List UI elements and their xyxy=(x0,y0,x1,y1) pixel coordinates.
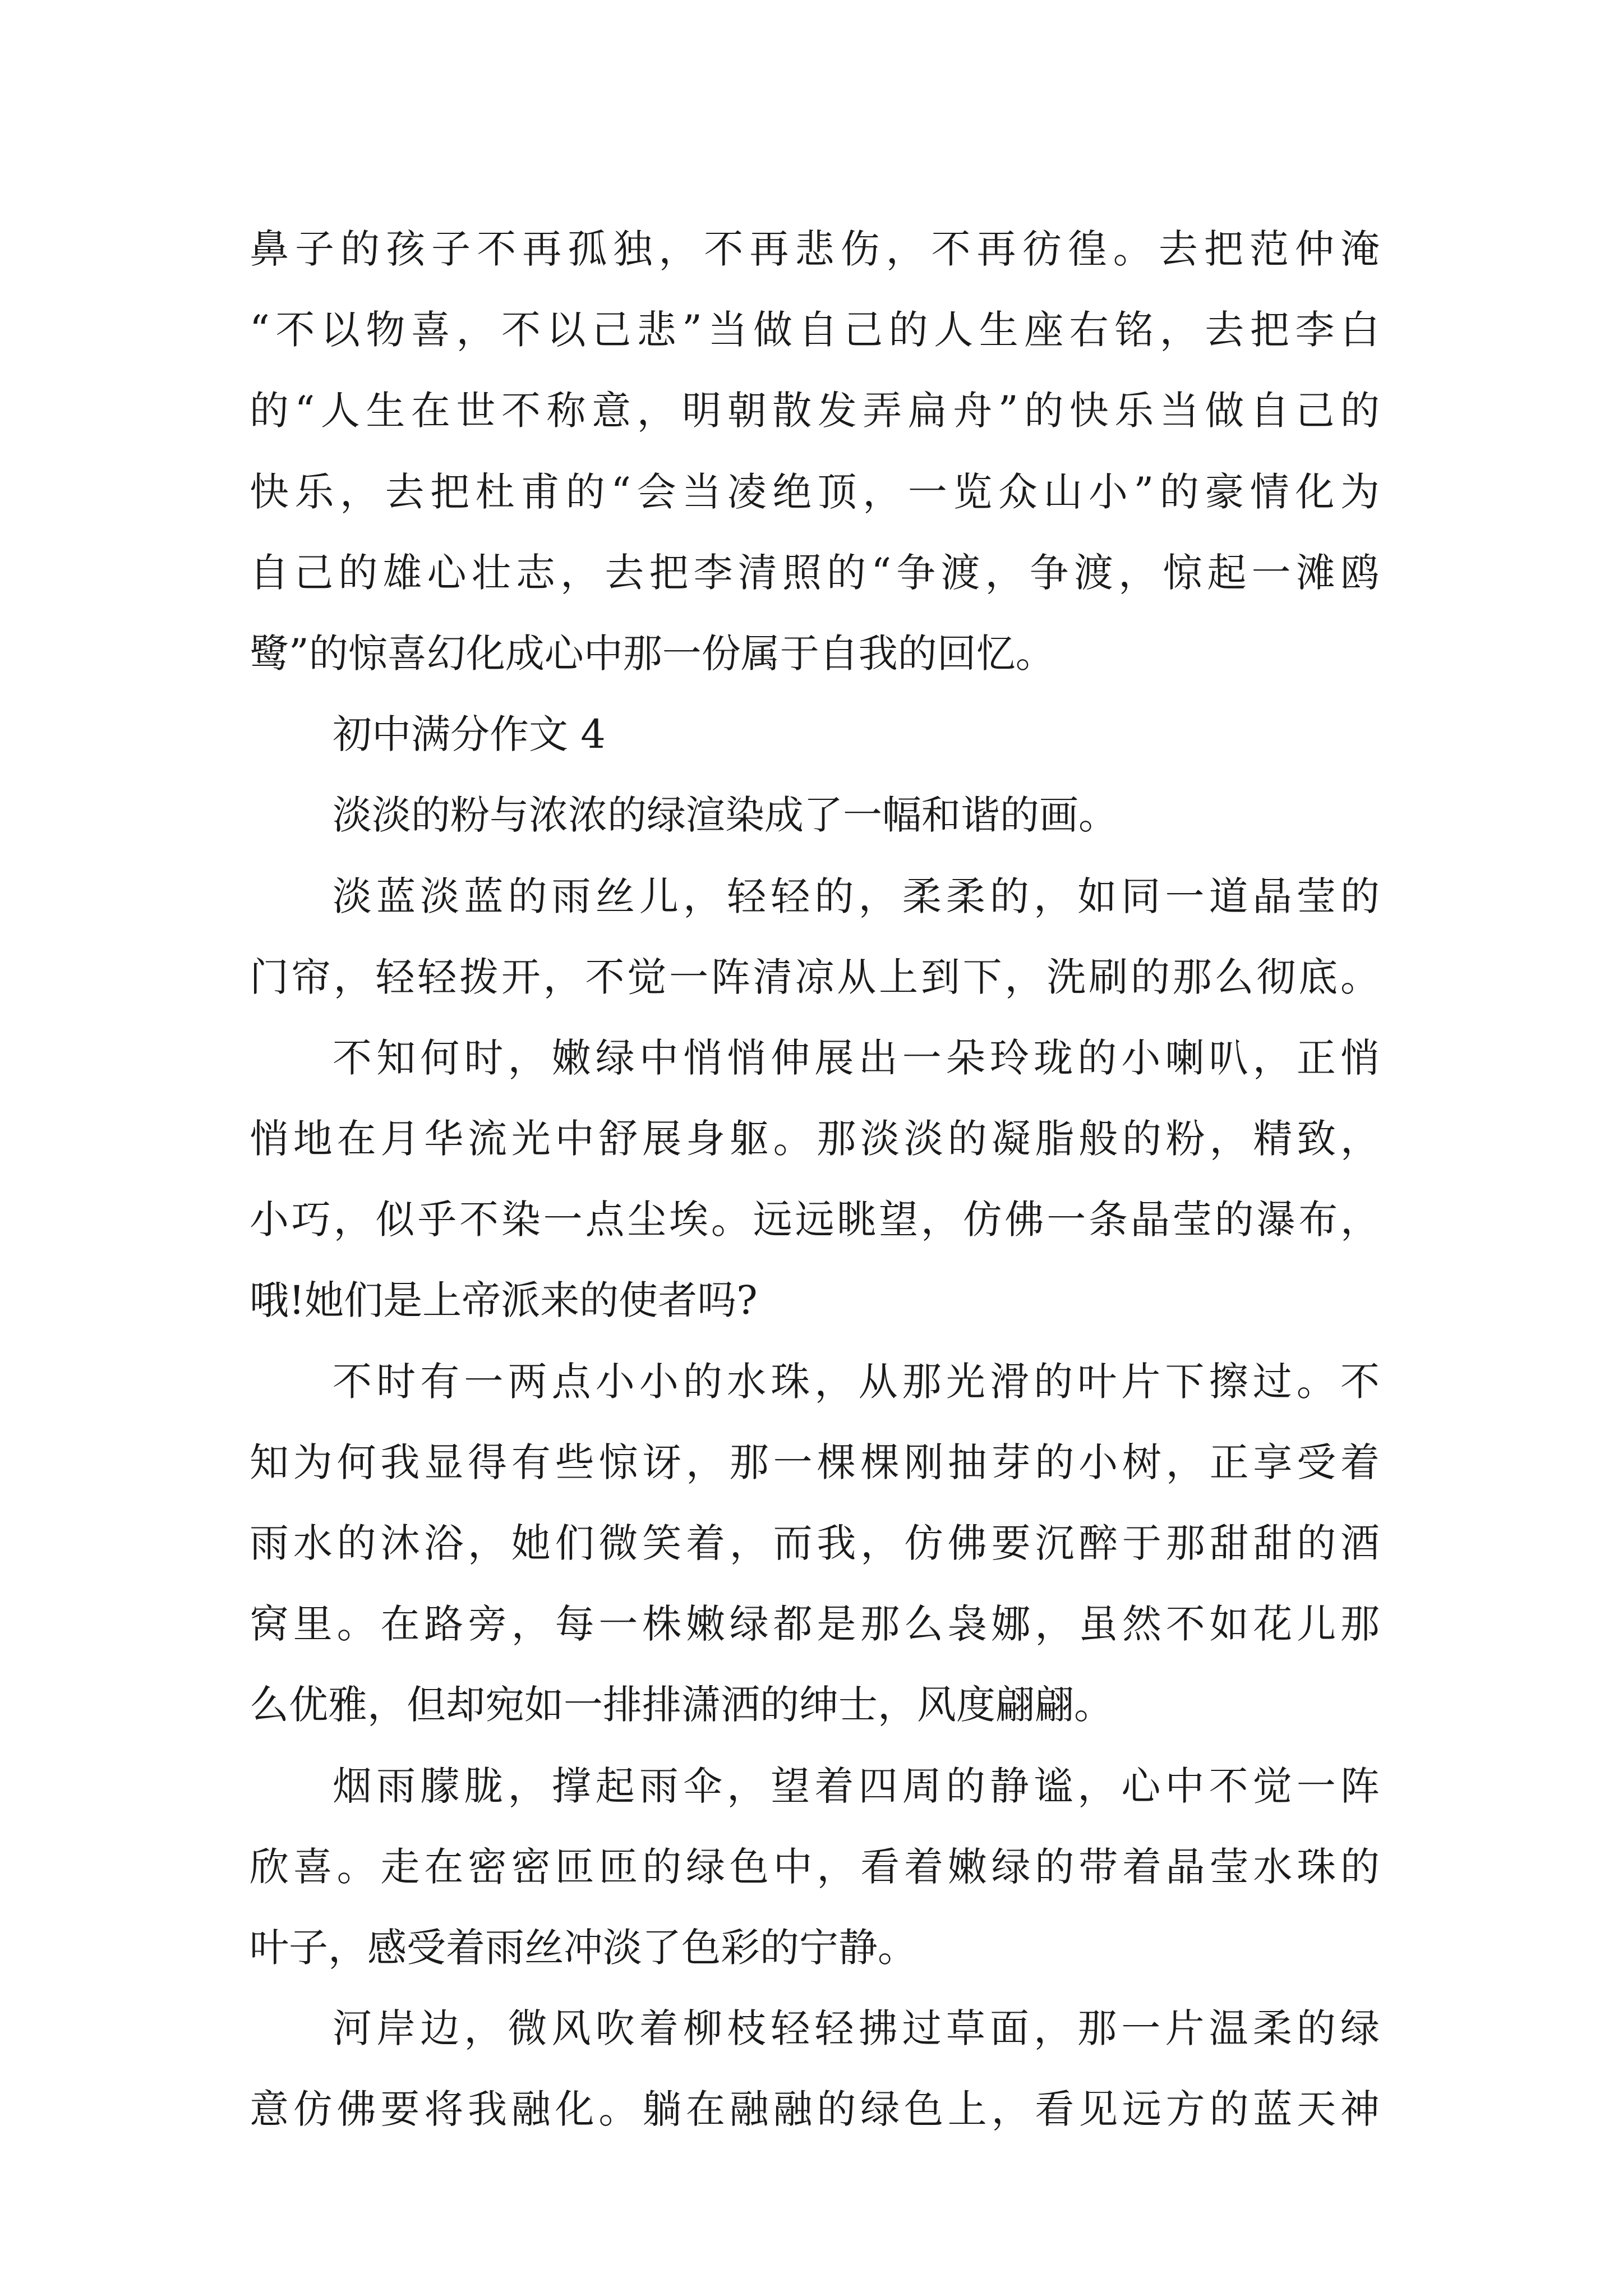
text-line: 悄地在月华流光中舒展身躯。那淡淡的凝脂般的粉，精致， xyxy=(250,1116,1380,1162)
text-line: 自己的雄心壮志，去把李清照的“争渡，争渡，惊起一滩鸥 xyxy=(250,549,1380,596)
text-line: 雨水的沐浴，她们微笑着，而我，仿佛要沉醉于那甜甜的酒 xyxy=(250,1520,1380,1566)
text-line: 知为何我显得有些惊讶，那一棵棵刚抽芽的小树，正享受着 xyxy=(250,1439,1380,1485)
text-line: 门帘，轻轻拨开，不觉一阵清凉从上到下，洗刷的那么彻底。 xyxy=(250,954,1380,1000)
text-line: 淡淡的粉与浓浓的绿渲染成了一幅和谐的画。 xyxy=(333,792,1118,839)
section-heading: 初中满分作文 4 xyxy=(333,711,606,758)
text-line: 淡蓝淡蓝的雨丝儿，轻轻的，柔柔的，如同一道晶莹的 xyxy=(333,873,1380,919)
text-line: 哦!她们是上帝派来的使者吗? xyxy=(250,1277,758,1324)
text-line: 不知何时，嫩绿中悄悄伸展出一朵玲珑的小喇叭，正悄 xyxy=(333,1034,1380,1081)
text-line: “不以物喜，不以己悲”当做自己的人生座右铭，去把李白 xyxy=(250,307,1380,353)
text-line: 快乐，去把杜甫的“会当凌绝顶，一览众山小”的豪情化为 xyxy=(250,468,1380,515)
text-line: 鼻子的孩子不再孤独，不再悲伤，不再彷徨。去把范仲淹 xyxy=(250,226,1380,272)
text-line: 欣喜。走在密密匝匝的绿色中，看着嫩绿的带着晶莹水珠的 xyxy=(250,1843,1380,1890)
text-line: 叶子，感受着雨丝冲淡了色彩的宁静。 xyxy=(250,1924,917,1971)
text-line: 窝里。在路旁，每一株嫩绿都是那么袅娜，虽然不如花儿那 xyxy=(250,1601,1380,1648)
text-line: 烟雨朦胧，撑起雨伞，望着四周的静谧，心中不觉一阵 xyxy=(333,1763,1380,1809)
text-line: 不时有一两点小小的水珠，从那光滑的叶片下擦过。不 xyxy=(333,1358,1380,1405)
text-line: 小巧，似乎不染一点尘埃。远远眺望，仿佛一条晶莹的瀑布， xyxy=(250,1197,1380,1243)
text-line: 河岸边，微风吹着柳枝轻轻拂过草面，那一片温柔的绿 xyxy=(333,2005,1380,2052)
text-line: 鹭”的惊喜幻化成心中那一份属于自我的回忆。 xyxy=(250,630,1055,677)
text-line: 的“人生在世不称意，明朝散发弄扁舟”的快乐当做自己的 xyxy=(250,388,1380,434)
essay-body xyxy=(250,209,1380,2150)
text-line: 么优雅，但却宛如一排排潇洒的绅士，风度翩翩。 xyxy=(250,1682,1113,1728)
text-line: 意仿佛要将我融化。躺在融融的绿色上，看见远方的蓝天神 xyxy=(250,2086,1380,2133)
